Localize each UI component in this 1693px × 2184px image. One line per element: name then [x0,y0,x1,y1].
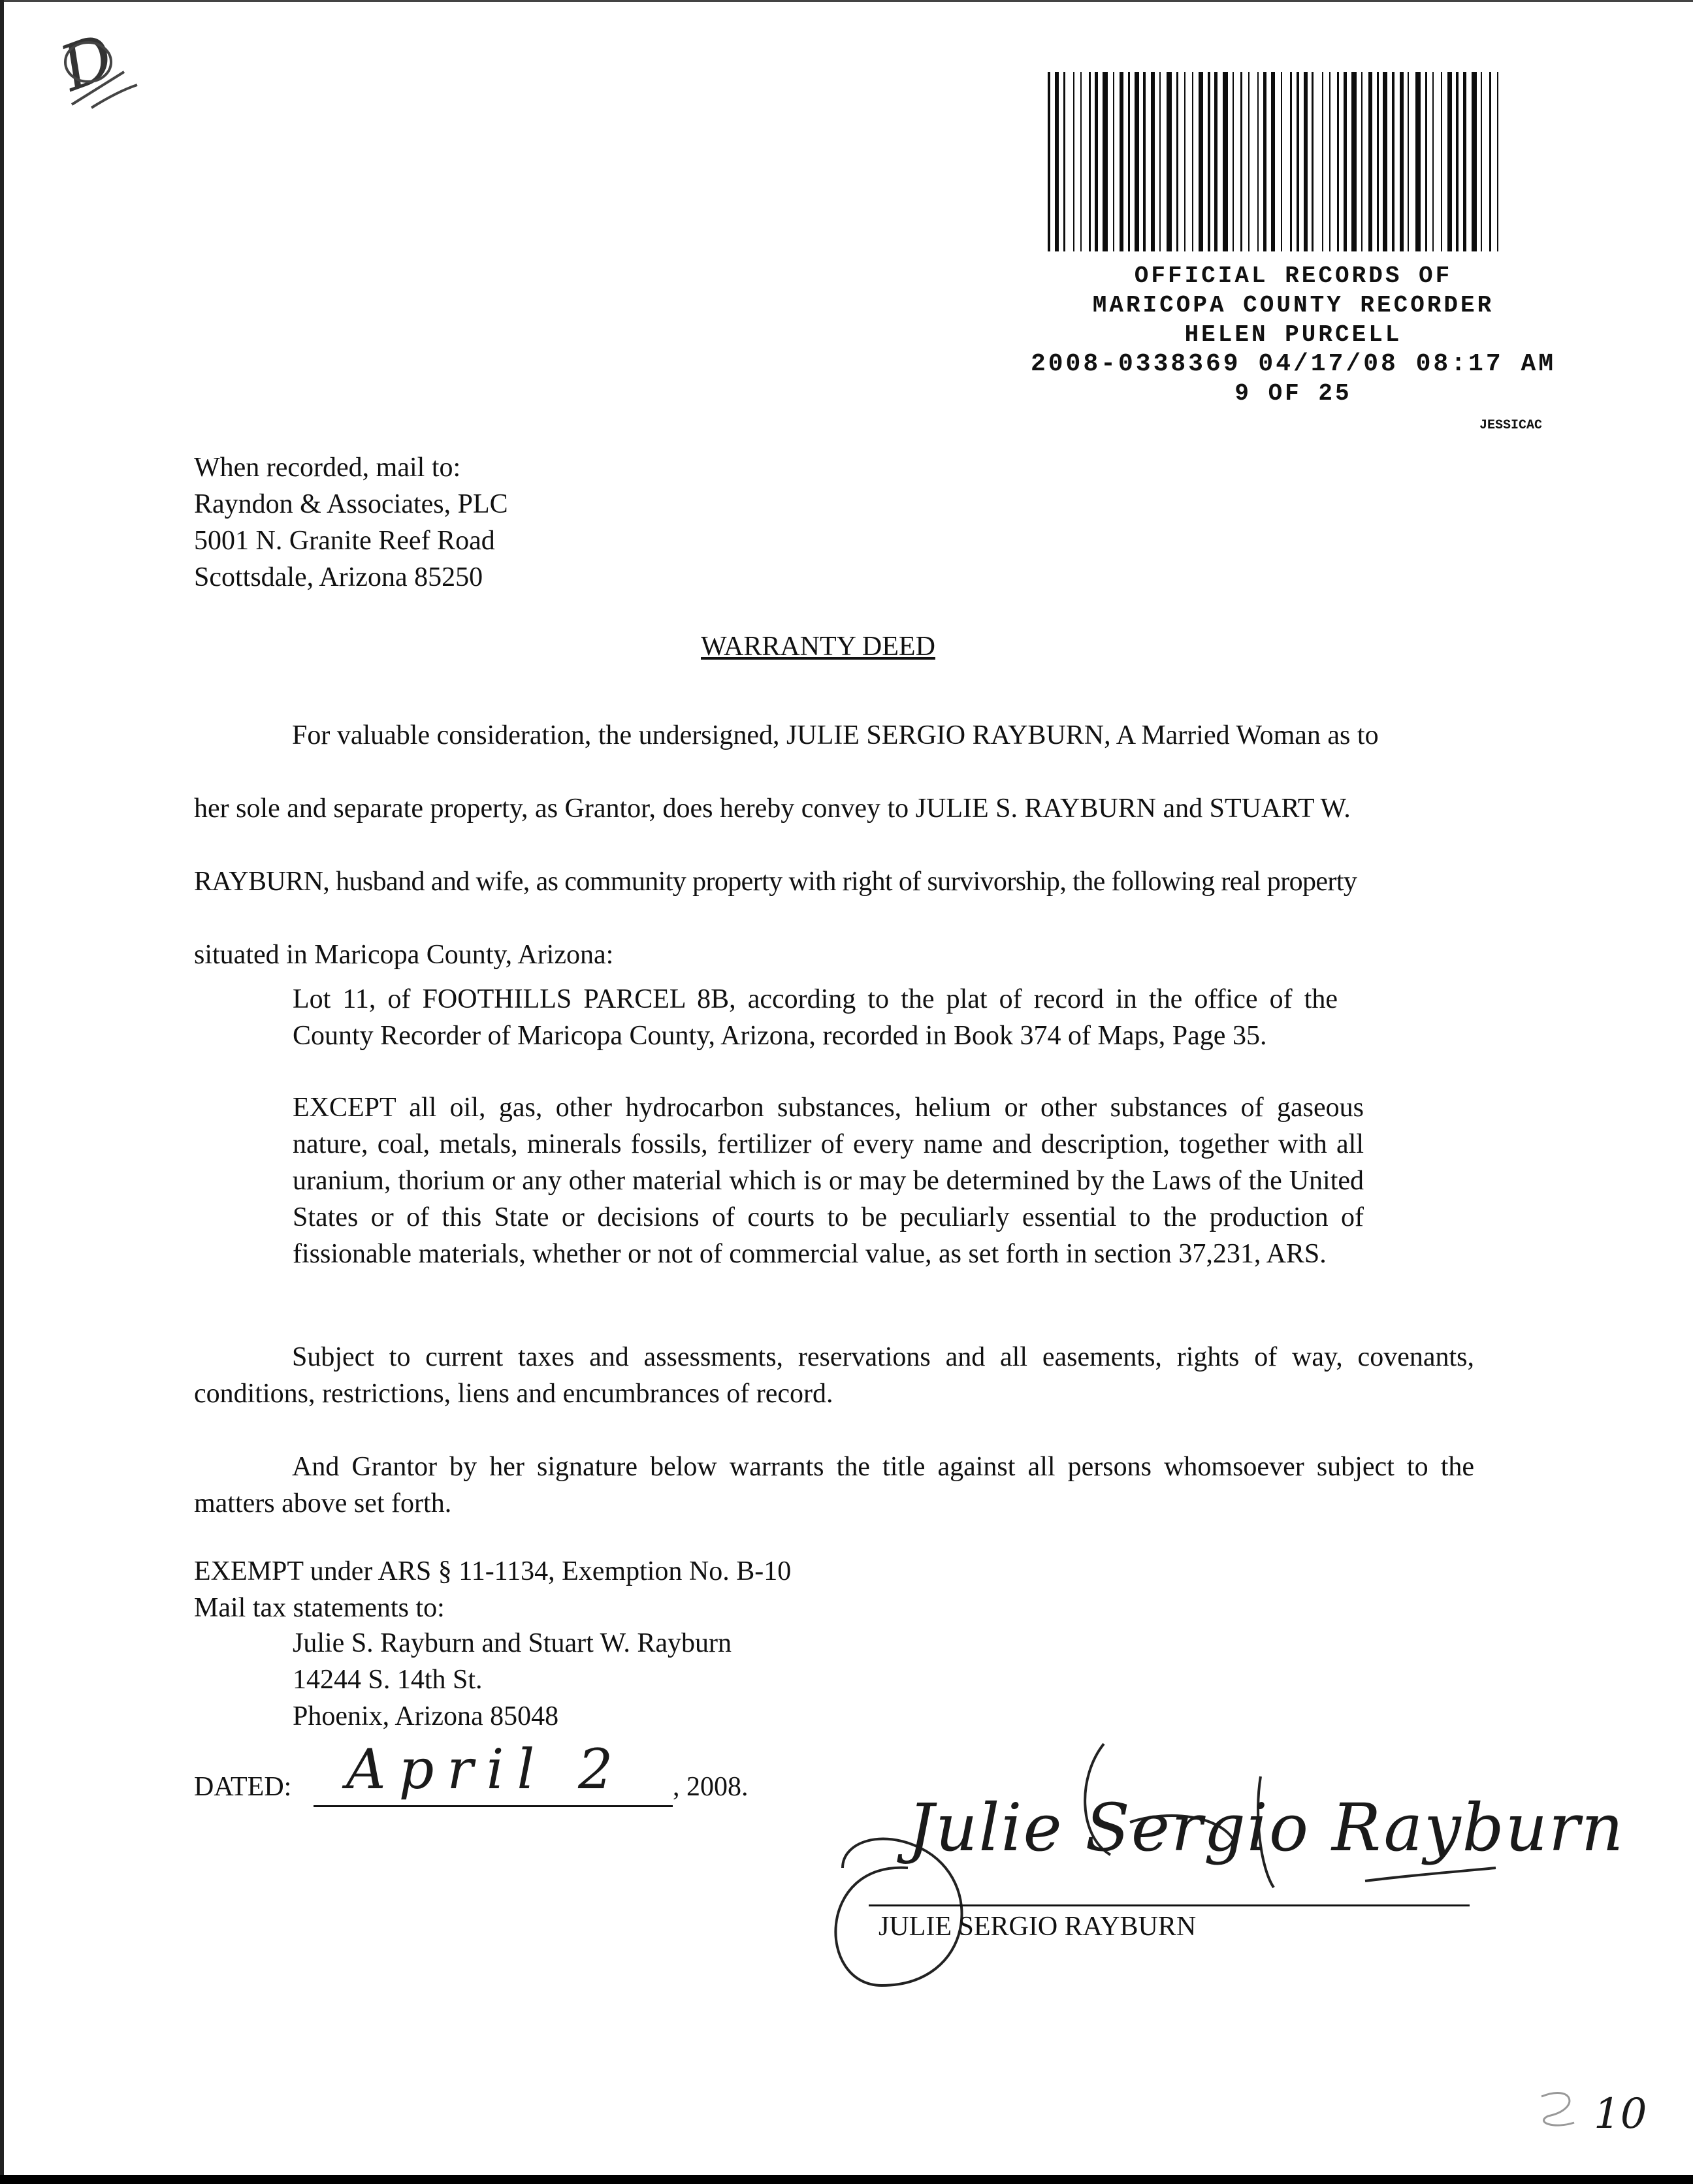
page-mark-text: D [51,20,123,106]
barcode-bar [1095,72,1098,251]
warranty-paragraph [194,1449,1474,1522]
barcode-bar [1489,72,1491,251]
conveyance-paragraph [194,699,1474,991]
barcode-bar [1447,72,1452,251]
dated-year: , 2008. [673,1772,749,1802]
barcode-bar [1329,72,1330,251]
barcode-bar [1281,72,1282,251]
barcode-bar [1297,72,1299,251]
stamp-line-2: MARICOPA COUNTY RECORDER [1092,292,1494,319]
stamp-line-3: HELEN PURCELL [1184,321,1402,348]
dated-label: DATED: [194,1772,292,1802]
subject-to-paragraph [194,1339,1474,1412]
barcode-bar [1184,72,1185,251]
barcode-bar [1151,72,1155,251]
barcode-bar [1456,72,1459,251]
barcode-bar [1080,72,1082,251]
barcode-bar [1432,72,1434,251]
recording-barcode [1045,72,1509,255]
warranty-text: And Grantor by her signature below warrants the title against all persons whomsoever subject to the matters above set forth. [194,1452,1474,1518]
page-mark-bottom: 10 [1594,2090,1647,2138]
barcode-bar [1199,72,1203,251]
barcode-bar [1176,72,1178,251]
barcode-bar [1120,72,1123,251]
barcode-bar [1304,72,1308,251]
stamp-line-4: 2008-0338369 04/17/08 08:17 AM [1030,350,1556,378]
barcode-bar [1463,72,1466,251]
signature-printed-name: JULIE SERGIO RAYBURN [879,1912,1197,1942]
barcode-bar [1351,72,1357,251]
conveyance-line-2: her sole and separate property, as Grantor, does hereby convey to JULIE S. RAYBURN and STUART W. [194,794,1351,824]
tax-city: Phoenix, Arizona 85048 [293,1701,559,1731]
conveyance-line-4: situated in Maricopa County, Arizona: [194,940,614,970]
scan-top-edge [0,0,1693,2]
mail-to-street: 5001 N. Granite Reef Road [194,526,495,556]
legal-description: Lot 11, of FOOTHILLS PARCEL 8B, according to the plat of record in the office of the County Recorder of Maricopa County, Arizona, recorded in Book 374 of Maps, Page 35. [293,984,1338,1051]
barcode-bar [1481,72,1482,251]
barcode-bar [1383,72,1387,251]
tax-statements-heading: Mail tax statements to: [194,1593,445,1623]
scan-bottom-edge [0,2175,1693,2184]
barcode-bar [1415,72,1421,251]
barcode-bar [1103,72,1108,251]
barcode-bar [1337,72,1339,251]
barcode-bar [1257,72,1259,251]
barcode-bar [1368,72,1372,251]
signature-flourish [803,1737,1509,1999]
barcode-bar [1361,72,1362,251]
tax-name: Julie S. Rayburn and Stuart W. Rayburn [293,1628,732,1658]
document-title: WARRANTY DEED [701,632,935,662]
barcode-bar [1214,72,1217,251]
barcode-bar [1055,72,1059,251]
barcode-bar [1063,72,1065,251]
barcode-bar [1271,72,1275,251]
barcode-bar [1113,72,1114,251]
barcode-bar [1441,72,1442,251]
mail-to-name: Rayndon & Associates, PLC [194,489,508,519]
barcode-bar [1143,72,1146,251]
barcode-bar [1167,72,1172,251]
conveyance-line-3: RAYBURN, husband and wife, as community property with right of survivorship, the following real property [194,867,1357,897]
scan-left-edge [0,0,4,2184]
barcode-bar [1425,72,1427,251]
barcode-bar [1263,72,1266,251]
stamp-line-5: 9 OF 25 [1234,380,1352,407]
barcode-bar [1048,72,1050,251]
barcode-bar [1128,72,1130,251]
barcode-bar [1392,72,1395,251]
dated-underline [314,1805,673,1807]
barcode-bar [1208,72,1210,251]
barcode-bar [1344,72,1347,251]
page-mark-scribble [52,33,144,118]
barcode-bar [1073,72,1074,251]
stamp-line-1: OFFICIAL RECORDS OF [1134,263,1453,289]
recorder-stamp [1019,261,1568,408]
stamp-clerk: JESSICAC [1479,418,1543,433]
barcode-bar [1322,72,1323,251]
tax-street: 14244 S. 14th St. [293,1665,483,1695]
mail-to-heading: When recorded, mail to: [194,453,461,483]
barcode-bar [1400,72,1404,251]
page-mark-bottom-scribble [1528,2077,1587,2136]
signature-handwritten: Julie Sergio Rayburn [908,1790,1625,1866]
barcode-bar [1497,72,1498,251]
barcode-bar [1223,72,1228,251]
conveyance-line-1: For valuable consideration, the undersigned, JULIE SERGIO RAYBURN, A Married Woman as to [292,720,1379,750]
mail-to-block [194,449,508,596]
exempt-line: EXEMPT under ARS § 11-1134, Exemption No. B-10 [194,1556,792,1586]
barcode-bar [1135,72,1139,251]
barcode-bar [1192,72,1193,251]
barcode-bar [1312,72,1314,251]
barcode-bar [1248,72,1250,251]
signature-line [869,1904,1470,1906]
barcode-bar [1089,72,1091,251]
barcode-bar [1408,72,1409,251]
barcode-bar [1377,72,1379,251]
mineral-exception: EXCEPT all oil, gas, other hydrocarbon substances, helium or other substances of gaseous nature, coal, metals, minerals fossils, fertilizer of every name and description, together with all uranium, thorium or any other material which is or may be determined by the Laws of the United States or of this State or decisions of courts to be peculiarly essential to the production of fissionable materials, whether or not of commercial value, as set forth in section 37,231, ARS. [293,1093,1364,1269]
barcode-bar [1159,72,1161,251]
dated-handwritten: April 2 [346,1737,626,1801]
subject-to-text: Subject to current taxes and assessments, reservations and all easements, rights of way, covenants, conditions, restrictions, liens and encumbrances of record. [194,1342,1474,1409]
barcode-bar [1472,72,1477,251]
barcode-bar [1233,72,1234,251]
barcode-bar [1240,72,1242,251]
mail-to-city: Scottsdale, Arizona 85250 [194,562,483,592]
barcode-bar [1290,72,1292,251]
tax-statements-address [293,1625,732,1735]
